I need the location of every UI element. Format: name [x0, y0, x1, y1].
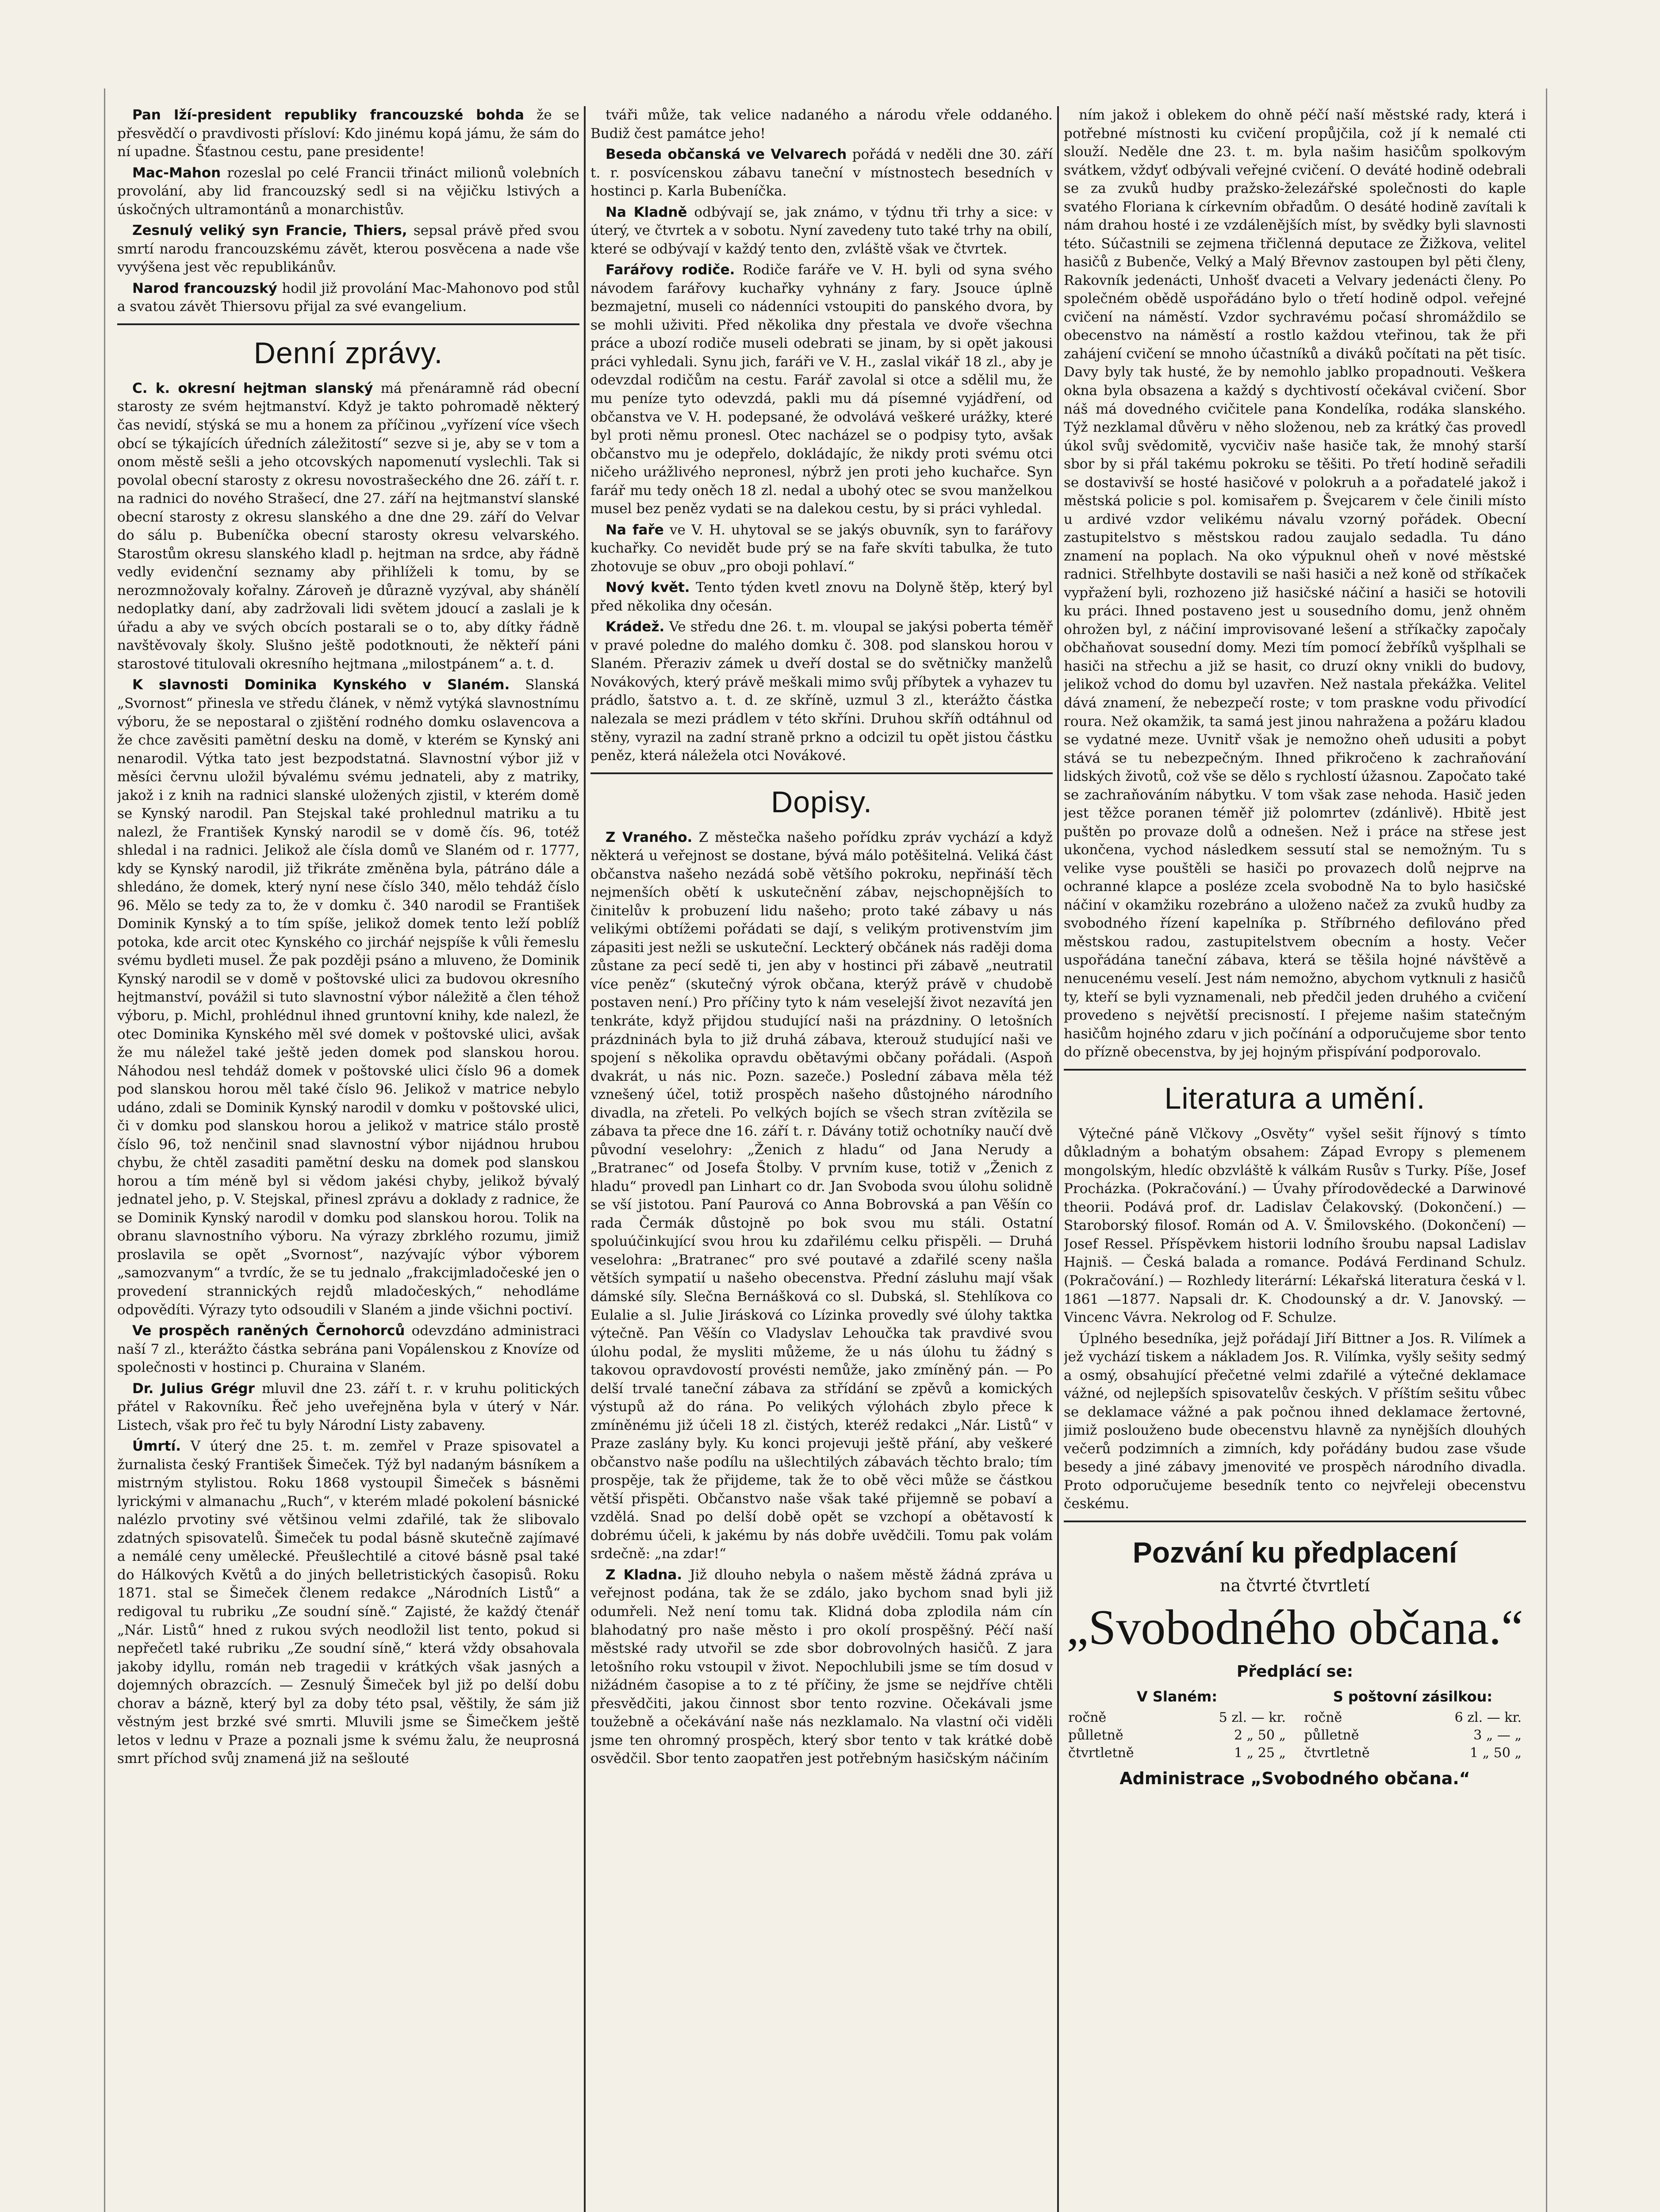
price-amount: 1 „ 25 „: [1234, 1745, 1286, 1761]
price-row: [1068, 1744, 1286, 1762]
article-text: Rodiče faráře ve V. H. byli od syna svého návodem farářovy kuchařky vyhnány z fary. Jsouce úplně bezmajetní, museli co nádenníci vstoupiti do panského dvora, by se mohli uživiti. Před několika dny přestala ve dvoře všechna práce a ubozí rodiče museli odebrati se jinam, by si opět jakousi práci vyhledali. Synu jich, faráři ve V. H., zaslal vikář 18 zl., aby je odevzdal rodičům na cestu. Farář zavolal si otce a sdělil mu, že mu peníze tyto odevzdá, pakli mu dá písemné vyjádření, od občanstva ve V. H. podepsané, že odvolává veškeré urážky, které byl proti němu pronesl. Otec nacházel se o podpisy tyto, avšak občanstvo mu je odepřelo, dokládajíc, že nikdy proti svému otci ničeho urážlivého nepronesl, nýbrž jen proti jeho kuchařce. Syn farář mu tedy oněch 18 zl. nedal a ubohý otec se svou manželkou musel bez peněz vydati se na dalekou cestu, by si práci vyhledal.: [590, 262, 1053, 517]
price-period: ročně: [1304, 1709, 1342, 1725]
section-rule: [1064, 1069, 1526, 1071]
section-heading: Literatura a umění.: [1164, 1081, 1426, 1115]
article-lead: Mac-Mahon: [132, 165, 221, 181]
article-text: odbývají se, jak známo, v týdnu tři trhy a sice: v úterý, ve čtvrtek a v sobotu. Nyní zavedeny tuto také trhy na obilí, které se odbývají v každý tento den, zvláště však ve čtvrtek.: [590, 204, 1053, 257]
price-period: čtvrtletně: [1068, 1745, 1134, 1761]
article-paragraph: [1064, 1125, 1526, 1327]
price-row: [1304, 1727, 1522, 1744]
article-lead: C. k. okresní hejtman slanský: [132, 380, 373, 396]
price-col-post-head: S poštovní zásilkou:: [1333, 1688, 1493, 1705]
article-paragraph: [590, 579, 1053, 615]
price-col-post: [1304, 1687, 1522, 1762]
article-lead: Krádež.: [606, 619, 665, 635]
article-text: pořádá v neděli dne 30. září t. r. posvícenskou zábavu taneční v místnostech besedních v hostinci p. Karla Bubeníčka.: [590, 146, 1053, 200]
article-paragraph: [117, 380, 579, 674]
article-text: Tento týden kvetl znovu na Dolyně štěp, který byl před několika dny očesán.: [590, 580, 1053, 614]
article-paragraph: [590, 618, 1053, 765]
article-lead: Beseda občanská ve Velvarech: [606, 146, 847, 163]
article-lead: Z Kladna.: [606, 1567, 682, 1583]
article-paragraph: [590, 829, 1053, 1563]
article-lead: Na faře: [606, 522, 664, 538]
article-lead: Ve prospěch raněných Černohorců: [132, 1323, 405, 1339]
article-lead: Nový květ.: [606, 580, 690, 596]
article-paragraph: [117, 164, 579, 219]
section-heading: Denní zprávy.: [253, 336, 443, 370]
article-text: rozeslal po celé Francii třináct milionů volebních provolání, aby lid francouzský sedl si na vějičku lstivých a úskočných ultramontánů a monarchistův.: [117, 165, 579, 218]
article-text: tváři může, tak velice nadaného a národu vřele oddaného. Budiž čest památce jeho!: [590, 107, 1053, 142]
article-lead: Dr. Julius Grégr: [132, 1380, 255, 1397]
price-col-local-head: V Slaném:: [1136, 1688, 1218, 1705]
article-paragraph: [117, 106, 579, 161]
article-paragraph: [117, 1437, 579, 1768]
price-amount: 5 zl. — kr.: [1219, 1709, 1286, 1725]
price-period: čtvrtletně: [1304, 1745, 1370, 1761]
article-paragraph: [590, 521, 1053, 576]
article-text: V úterý dne 25. t. m. zemřel v Praze spisovatel a žurnalista český František Šimeček. Týž byl nadaným básníkem a mistrným stylistou. Roku 1868 vystoupil Šimeček s básněmi lyrickými v almanachu „Ruch“, v kterém mladé pokolení básnické nalézlo prvotiny své většinou velmi zdařilé, tak že slibovalo zdatných spisovatelů. Šimeček tu podal básně skutečně zajímavé a nemálé ceny umělecké. Přeušlechtilé a citové básně psal také do Hálkových Květů a do jiných belletristických časopisů. Roku 1871. stal se Šimeček členem redakce „Národních Listů“ a redigoval tu rubriku „Ze soudní síně.“ Zajisté, že každý čtenář „Nár. Listů“ hned z rukou svých neodložil list tento, pokud si nepřečetl také rubriku „Ze soudní síně,“ která vždy obsahovala jakoby idyllu, román neb tragedii v krátkých však jasných a dojemných obrazcích. — Zesnulý Šimeček byl již po delší dobu chorav a bázně, který byl za doby této psal, věštily, že sám již věstným jest brzké své smrti. Mluvili jsme se Šimečkem ještě letos v lednu v Praze a poznali jsme k svému žalu, že neuprosná smrt příchod svůj znamená již na sešlouté: [117, 1438, 579, 1767]
article-paragraph: [117, 676, 579, 1319]
section-heading: Dopisy.: [771, 785, 872, 819]
article-text: hodil již provolání Mac-Mahonovo pod stůl a svatou závět Thiersovu přijal za své evangelium.: [117, 280, 579, 315]
page-edge-right: [1546, 88, 1547, 2212]
column-3: [1064, 106, 1526, 2212]
article-text: ním jakož i oblekem do ohně péčí naší městské rady, která i potřebné místnosti ku cvičení propůjčila, což jí k nemalé cti slouží. Neděle dne 23. t. m. byla našim hasičům spolkovým svátkem, vždyť odbývali veřejné cvičení. O deváté hodině odebrali se za zvuků hudby pražsko-železářské společnosti do kaple svatého Floriana k církevním obřadům. O desáté hodině zavítali k nám drahou hosté i ze vzdálenějších míst, by svědky byli slavnosti této. Súčastnili se zejmena třičlenná deputace ze Žižkova, velitel hasičů z Bubenče, Velký a Malý Břevnov zastoupen byl pěti členy, Rakovník jedenácti, Unhošť dvaceti a Velvary jedenácti členy. Po společném obědě uspořádáno bylo o třetí hodině odpol. veřejné cvičení na náměstí. Vzdor sychravému počasí shromáždilo se obecenstvo na náměstí a rostlo každou vteřinou, tak že při zahájení cvičení se mnoho účastníků a diváků počítati na pět tisíc. Davy byly tak husté, že by nemohlo jablko propadnouti. Veškera okna byla obsazena a každý s dychtivostí očekával cvičení. Sbor náš má dovedného cvičitele pana Kondelíka, rodáka slanského. Týž nezklamal důvěru v něho složenou, neb za krátký čas provedl úkol svůj svědomitě, vycvičiv naše hasiče tak, že mnohý starší sbor by si přál takému pokroku se těšiti. Po třetí hodině seřadili se dostavivší se hosté hasičové v polokruh a a pořadatelé jakož i městská policie s pol. komisařem p. Švejcarem v čele činili místo u ardivé vzdor velikému návalu vzorný pořádek. Obecní zastupitelstvo s městskou radou zaujalo sedadla. Tu dáno znamení na poplach. Na oko výpuknul oheň v nové městské radnici. Střelhbyte dostavili se naši hasiči a než koně od stříkaček vypřažení byli, rozhozeno již hasičské náčiní a hasiči se hotovili ku práci. Ihned postaveno jest u sousedního domu, jenž ohněm ohrožen byl, z náčiní improvisované lešení a stříkačky započaly občhaňovat sousední domy. Mezi tím pomocí žebříků vyšplhali se hasiči na střechu a již se hasit, co druzí okny vnikli do budovy, jelikož vchod do domu byl uzavřen. Než nastala překážka. Velitel dává znamení, že nebezpečí roste; v tom praskne vodu přivodící roura. Než okamžik, ta samá jest jinou nahražena a požáru kladou se vydatné meze. Uvnitř však je nemožno oheň udusiti a pobyt stává se tu nebezpečným. Ihned přikročeno k zachraňování lidských životů, což vše se dělo s rychlostí úžasnou. Započato také se zachraňováním nábytku. V tom však zase nehoda. Hasič jeden jest těžce poranen téměř již polomrtev (zdánlivě). Hbitě jest puštěn po provaze dolů a odnešen. Než i práce na střese jest ukončena, vychod následkem sessutí stal se nemožným. Tu s velike vyse pouštěli se hasiči po provazech dolů nejprve na ochranné klapce a posléze zcela svobodně Na to bylo hasičské náčiní v okamžiku rozebráno a uloženo načež za zvuků hudby za svobodného řízení kapelníka p. Stříbrného defilováno před městskou radou, zastupitelstvem obecním a hosty. Večer uspořádána taneční zábava, která se těšila hojné návštěvě a nenucenému veselí. Jest nám nemožno, abychom vytknuli z hasičů ty, kteří se byli vyznamenali, neb předčil jeden druhého a cvičení provedeno s největší precisností. I přejeme našim statečným hasičům hojného zdaru v jich počínání a odporučujeme sbor tento do přízně obecenstva, by jej hojným přispívání podporovalo.: [1064, 107, 1526, 1060]
article-lead: Na Kladně: [606, 204, 687, 220]
article-text: Z městečka našeho pořídku zpráv vychází a když některá u veřejnost se dostane, bývá málo potěšitelná. Veliká část občanstva našeho nezádá sobě většího pokroku, nepřináší těch nejmenších obětí k uskutečnění zábav, nejschopnějších to činitelův k probuzení lidu našeho; proto také zábavy u nás velikými obtížemi pořádati se dají, s velikým protivenstvím jim zápasiti jest nežli se uskuteční. Leckterý občánek nás raději doma zůstane za pecí sedě ti, jen aby v hostinci při zábavě „neutratil více peněz“ (skutečný výrok občana, kterýž právě v chudobě postaven není.) Pro příčiny tyto k nám veselejší život nezavítá jen tenkráte, když přijdou studující naši na prázdniny. O letošních prázdninách byla to již druhá zábava, kterouž studující naši ve spojení s několika opravdu obětavými občany pořádali. (Aspoň dvakrát, u nás nic. Pozn. sazeče.) Poslední zábava měla též vznešený účel, totiž prospěch našeho důstojného národního divadla, na zřeteli. Po velkých bojích se všech stran zvítězila se zábava ta přece dne 16. září t. r. Dávány totiž ochotníky naučí dvě původní veselohry: „Ženich z hladu“ od Jana Nerudy a „Bratranec“ od Josefa Štolby. V prvním kuse, totiž v „Ženich z hladu“ provedl pan Linhart co dr. Jan Svoboda svou úlohu solidně se vší jistotou. Paní Paurová co Anna Bobrovská a pan Věšín co rada Čermák důstojně po bok svou mu stáli. Ostatní spoluúčinkující svou hrou ku zdařilému celku přispěli. — Druhá veselohra: „Bratranec“ pro své poutavé a zdařilé sceny našla větších sympatií u našeho obecenstva. Přední zásluhu mají však dámské síly. Slečna Bernášková co sl. Dubská, sl. Stehlíkova co Eulalie a sl. Julie Jirásková co Lízinka provedly své úlohy taktka výtečně. Pan Věšín co Vladyslav Lehoučka tak pravdivé svou úlohu podal, že mysliti můžeme, že u nás úlohu tu žádný s takovou opravdovostí provésti nemůže, jako zmíněný pán. — Po delší trvalé taneční zábava za střídání se zpěvů a komických výstupů až do rána. Po velikých výlohách zbylo přece k zmíněnému již účeli 18 zl. čistých, kteréž redakci „Nár. Listů“ v Praze zaslány byly. Ku konci projevuji ještě přání, aby veškeré občanstvo naše podílu na ušlechtilých zábavách těchto bralo; tím prospěje, tak že přijdeme, tak že to obě věci může se částkou větší přispěti. Občanstvo naše však také přijemně se pobaví a vzdělá. Snad po delší době opět se vzchopí a obětavostí k dobrému účeli, k jakému by nás dobře uvědčili. Tomu pak volám srdečně: „na zdar!“: [590, 829, 1053, 1562]
article-lead: Pan Iží-president republiky francouzské bohda: [132, 107, 524, 123]
column-2: [590, 106, 1053, 2212]
article-paragraph: [117, 1380, 579, 1435]
ad-subtitle: na čtvrté čtvrtletí: [1220, 1576, 1370, 1596]
article-text: Ve středu dne 26. t. m. vloupal se jakýsi poberta téměř v pravé poledne do malého domku č. 308. pod slanskou horou v Slaném. Přeraziv zámek u dveří dostal se do světničky manželů Novákových, který právě meškali mimo svůj příbytek a vyhazev tu prádlo, šatstvo a. t. d. ze skříně, uzmul 3 zl., kterážto částka nalezala se mezi prádlem v této skříni. Druhou skříň odtáhnul od stěny, vyrazil na zadní straně prkno a odcizil tu opět jistou částku peněz, která náležela otci Novákové.: [590, 619, 1053, 764]
section-rule: [117, 323, 579, 325]
column-divider-2: [1057, 106, 1059, 2212]
article-paragraph: [590, 146, 1053, 201]
article-paragraph: [590, 106, 1053, 143]
price-row: [1304, 1709, 1522, 1727]
article-paragraph: [590, 204, 1053, 259]
article-text: mluvil dne 23. září t. r. v kruhu politických přátel v Rakovníku. Řeč jeho uveřejněna byla v úterý v Nár. Listech, však pro řeč tu byly Národní Listy zabaveny.: [117, 1380, 579, 1433]
column-3-articles: [1064, 106, 1526, 1522]
article-text: ve V. H. uhytoval se se jakýs obuvník, syn to farářovy kuchařky. Co nevidět bude prý se na faře skvíti tabulka, že tuto zhotovuje se obuv „pro oboji pohlaví.“: [590, 522, 1053, 575]
section-rule: [1064, 1521, 1526, 1522]
price-amount: 6 zl. — kr.: [1454, 1709, 1522, 1725]
article-paragraph: [590, 261, 1053, 518]
price-period: ročně: [1068, 1709, 1107, 1725]
article-lead: Narod francouzský: [132, 280, 277, 296]
ad-title: Pozvání ku předplacení: [1132, 1536, 1457, 1569]
column-divider-1: [584, 106, 586, 2212]
article-text: Již dlouho nebyla o našem městě žádná zpráva u veřejnost podána, tak že se zdálo, jako bychom snad byli již odumřeli. Než není tomu tak. Klidná doba zplodila nám cín blahodatný pro naše město i pro okolí prospěšný. Péčí naší městské rady utvořil se zde sbor dobrovolných hasičů. Z jara letošního roku vstoupil v život. Nepochlubili jsme se tím dosud v nižádném časopise a to z té příčiny, že jsme se nejdříve chtěli přesvědčiti, jakou činnost sbor tento rozvine. Očekávali jsme toužebně a očekávání naše nás nezklamalo. Na vlastní oči viděli jsme ten ohromný prospěch, který sbor tento v tak krátké době osvědčil. Sbor tento zaopatřen jest potřebným hasičským náčiním: [590, 1567, 1053, 1767]
article-lead: Úmrtí.: [132, 1438, 181, 1455]
price-amount: 2 „ 50 „: [1234, 1727, 1286, 1743]
article-paragraph: [117, 222, 579, 277]
page-edge-left: [104, 88, 105, 2212]
ad-newspaper-name: „Svobodného občana.“: [1066, 1600, 1523, 1655]
price-amount: 3 „ — „: [1473, 1727, 1522, 1743]
price-amount: 1 „ 50 „: [1470, 1745, 1522, 1761]
price-col-local: [1068, 1687, 1286, 1762]
ad-administration: Administrace „Svobodného občana.“: [1119, 1769, 1470, 1789]
article-paragraph: [117, 280, 579, 316]
article-text: Úplného besedníka, jejž pořádají Jiří Bittner a Jos. R. Vilímek a jež vychází tiskem a nákladem Jos. R. Vilímka, vyšly sešity sedmý a osmý, obsahující přečetné velmi zdařilé a výtečné deklamace vážné, od nejlepších spisovatelův českých. V příštím sešitu vůbec se deklamace vážné a pak počnou ihned deklamace žertovné, jimiž poslouženo bude obecenstvu hlavně za nynějších dlouhých večerů podzimních a zimních, kdy pořádány budou zase všude besedy a jiné zábavy jmenovité ve prospěch národního divadla. Proto odporučujeme besedník tento co nejvřeleji obecenstvu českému.: [1064, 1330, 1526, 1512]
article-text: sepsal právě před svou smrtí narodu francouzskému závět, kterou posvěcena a nade vše vyvýšena jest věc republikánův.: [117, 223, 579, 276]
article-text: Výtečné páně Vlčkovy „Osvěty“ vyšel sešit říjnový s tímto důkladným a bohatým obsahem: Západ Evropy s plemenem mongolským, hledíc obzvláště k válkám Rusův s Turky. Píše, Josef Procházka. (Pokračování.) — Úvahy přírodovědecké a Darwinové theorii. Podává prof. dr. Ladislav Čelakovský. (Dokončení.) — Staroborský filosof. Román od A. V. Šmilovského. (Dokončení) — Josef Ressel. Příspěvkem historii lodního šroubu napsal Ladislav Hajniš. — Česká balada a romance. Podává Ferdinand Schulz. (Pokračování.) — Rozhledy literární: Lékařská literatura česká v l. 1861 —1877. Napsali dr. K. Chodounský a dr. V. Janovský. — Vincenc Vávra. Nekrolog od F. Schulze.: [1064, 1125, 1526, 1326]
article-paragraph: [590, 1566, 1053, 1768]
ad-prices-heading: Předplácí se:: [1236, 1663, 1353, 1681]
price-table: [1064, 1687, 1526, 1762]
article-lead: K slavnosti Dominika Kynského v Slaném.: [132, 677, 510, 693]
price-row: [1068, 1727, 1286, 1744]
article-paragraph: [117, 1322, 579, 1377]
subscription-ad: [1064, 1533, 1526, 1790]
section-rule: [590, 772, 1053, 774]
article-text: má přenáramně rád obecní starosty ze svém hejtmanství. Když je takto pohromadě některý čas nevidí, stýská se mu a honem za příčinou „vyřízení více všech obcí se týkajících úředních záležitostí“ sezve si je, aby se v tom a onom městě sešli a jeho otcovských napomenutí vyslechli. Tak si povolal obecní starosty z okresu novostrašeckého dne 26. září t. r. na radnici do nového Strašecí, dne 27. září na hejtmanství slanské obecní starosty z okresu slanského a dne dne 29. září do Velvar do sálu p. Bubeníčka obecní starosty okresu velvarského. Starostům okresu slanského kladl p. hejtman na srdce, aby řádně vedly evidenční seznamy aby přihlíželi k tomu, by se nerozmnožovaly kořalny. Zároveň je důrazně vyzýval, aby shánělí nedoplatky daní, aby zadržovali lidi světem jdoucí a zaslali je k úřadu a aby ve svých obcích postarali se o to, aby dítky řádně navštěvovaly školy. Slušno ještě podotknouti, že někteří páni starostové titulovali okresního hejtmana „milostpánem“ a. t. d.: [117, 380, 579, 672]
column-1: [117, 106, 579, 2212]
article-lead: Farářovy rodiče.: [606, 262, 735, 278]
article-lead: Zesnulý veliký syn Francie, Thiers,: [132, 223, 407, 239]
article-paragraph: [1064, 106, 1526, 1062]
article-paragraph: [1064, 1330, 1526, 1513]
article-lead: Z Vraného.: [606, 829, 693, 845]
price-period: půlletně: [1068, 1727, 1123, 1743]
price-row: [1068, 1709, 1286, 1727]
article-text: Slanská „Svornost“ přinesla ve středu článek, v němž vytýká slavnostnímu výboru, že se nepostaral o zjištění rodného domku oslavencova a že chce zavěsiti pamětní desku na domě, v kterém se Kynský ani nenarodil. Výtka tato jest bezpodstatná. Slavnostní výbor již v měsíci červnu uložil bývalému svému jednateli, aby z matriky, jakož i z knih na radnici slanské uložených zjistil, v kterém domě se Kynský narodil. Pan Stejskal také prohlednul matriku a tu nalezl, že František Kynský narodil se v domě čís. 96, totéž shledal i na radnici. Jelikož ale čísla domů ve Slaném od r. 1777, kdy se Kynský narodil, již třikráte změněna byla, pátráno dále a shledáno, že domek, který nyní nese číslo 340, mělo tehdáž číslo 96. Mělo se tedy za to, že v domku č. 340 narodil se František Dominik Kynský a to tím spíše, jelikož domek tento leží poblíž potoka, kde arcit otec Kynského co jircháŕ nejspíše k vůli řemeslu svému bydleti musel. Že pak později psáno a mluveno, že Dominik Kynský narodil se v domě v poštovské ulici za budovou okresního hejtmanství, povážil si tuto slavnostní výbor náležitě a člen téhož výboru, p. Michl, prohlédnul ihned gruntovní knihy, kde nalezl, že otec Dominika Kynského měl své domek v poštovské ulici, avšak že mu náležel také ještě jeden domek pod slanskou horou. Náhodou nesl tehdáž domek v poštovské ulici číslo 96 a domek pod slanskou horou měl také číslo 96. Jelikož v matrice nebylo udáno, zdali se Dominik Kynský narodil v domku v poštovské ulici, či v domku pod slanskou horou a jelikož v matrice stálo prostě číslo 96, tož nenčinil snad slavnostní výbor nijádnou hrubou chybu, že chtěl zasaditi pamětní desku na domek pod slanskou horou a tím méně byl si vědom jakési chyby, jelikož bývalý jednatel jeho, p. V. Stejskal, přinesl zprávu a doklady z radnice, že se Dominik Kynský narodil v domku pod slanskou horou. Tolik na obranu slavnostního výboru. Na výrazy zbrklého rozumu, jimiž proslavila se opět „Svornost“, nazývajíc výbor výborem „samozvanym“ a tvrdíc, že se tu jednalo „frakcijmladočeské jen o provedení strannických rejdů mladočeských,“ nehodláme odpovědíti. Výrazy tyto odsoudili v Slaném a jinde všichni poctiví.: [117, 677, 579, 1318]
article-text: odevzdáno administraci naší 7 zl., kterážto částka sebrána pani Vopálenskou z Knovíze od společnosti v hostinci p. Churaina v Slaném.: [117, 1323, 579, 1376]
price-row: [1304, 1744, 1522, 1762]
article-text: že se přesvědčí o pravdivosti přísloví: Kdo jinému kopá jámu, že sám do ní upadne. Šťastnou cestu, pane presidente!: [117, 107, 579, 160]
price-period: půlletně: [1304, 1727, 1359, 1743]
